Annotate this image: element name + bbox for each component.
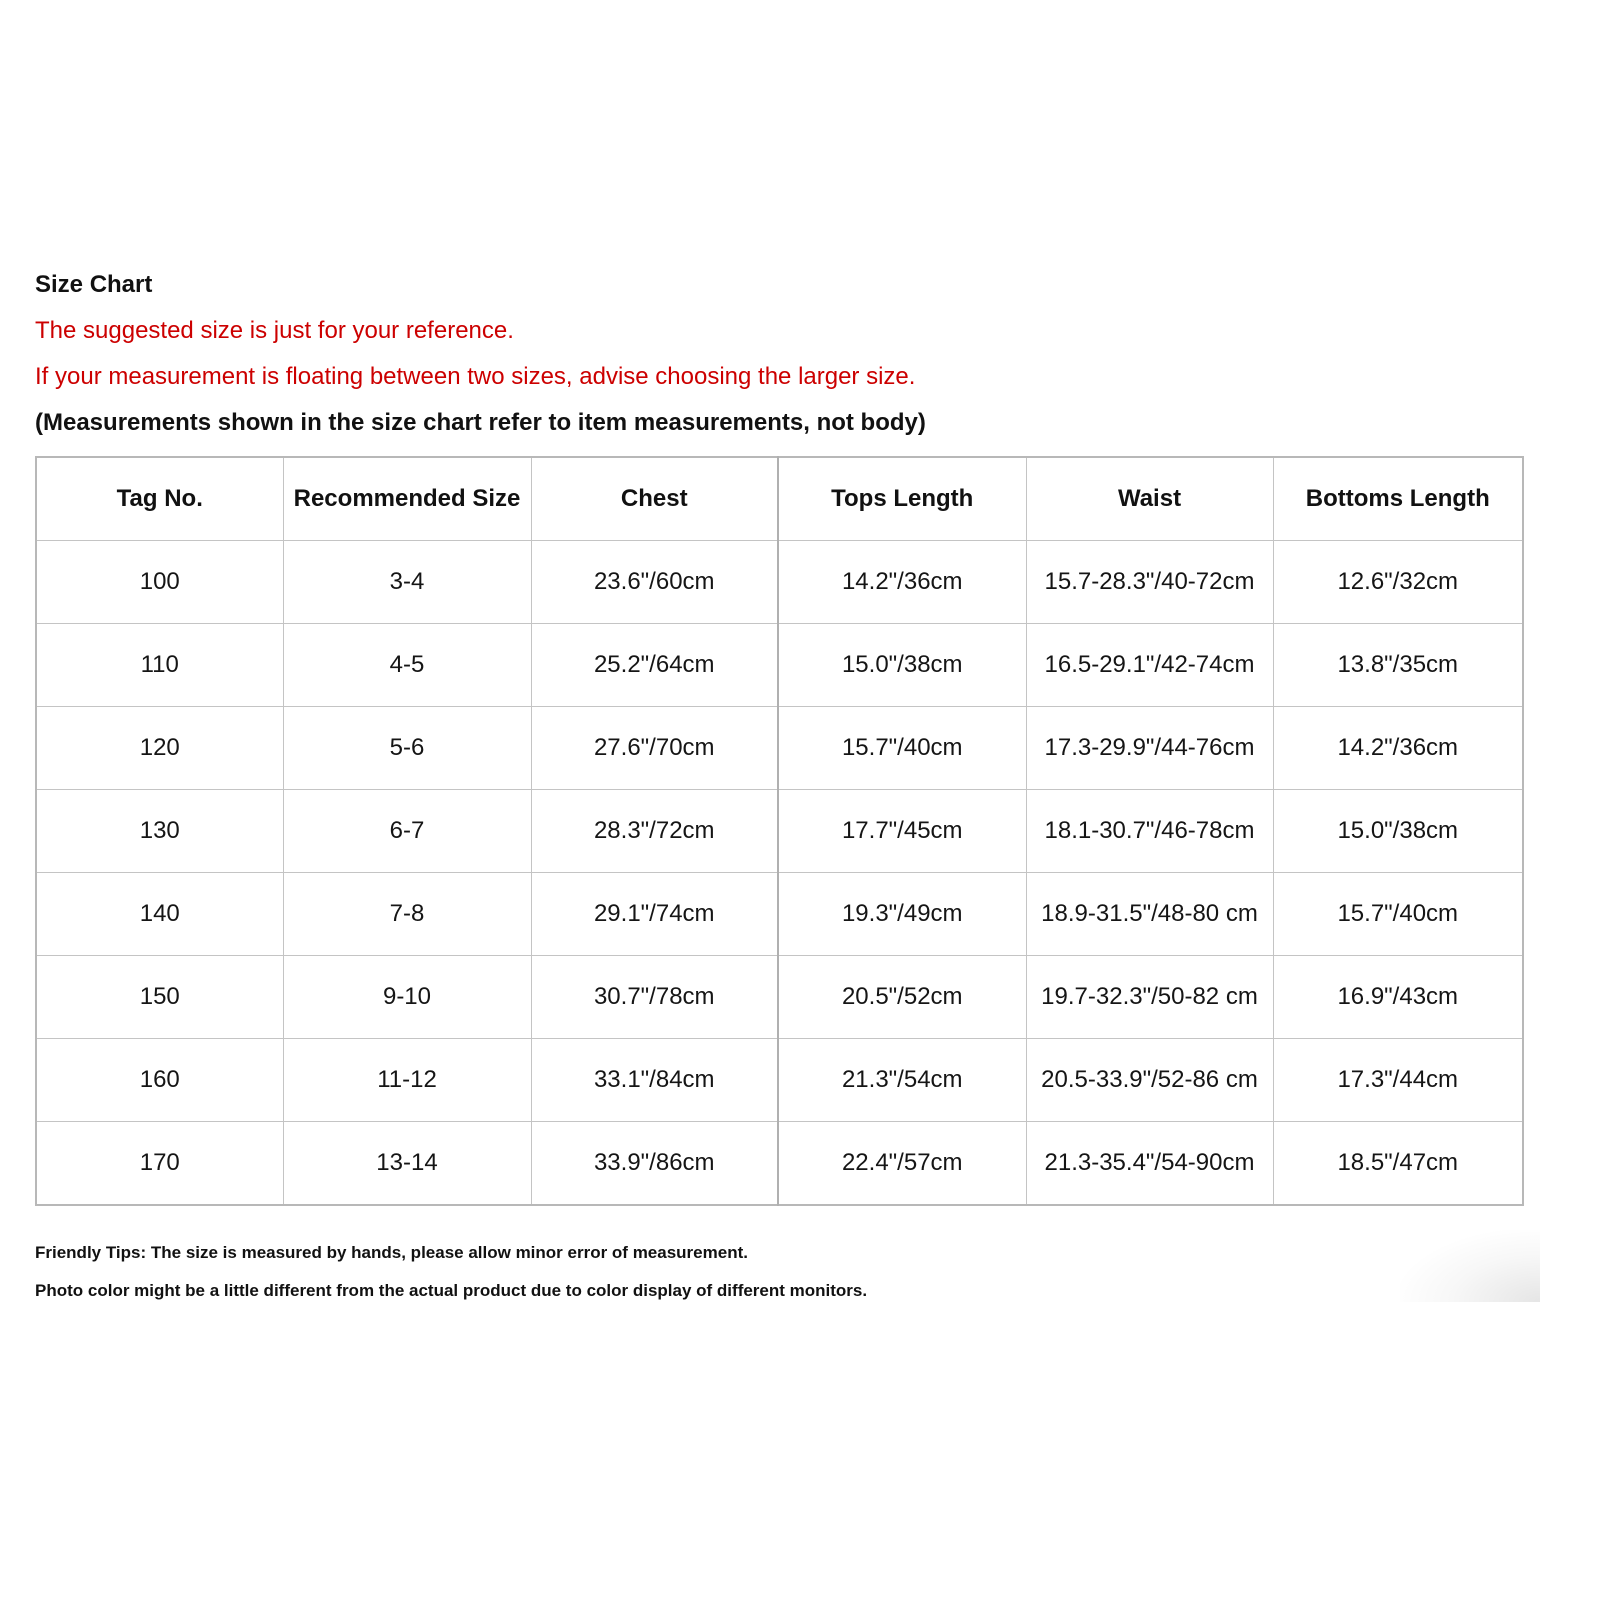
cell-tops-length: 15.0"/38cm <box>778 624 1026 707</box>
cell-bottoms-length: 13.8"/35cm <box>1273 624 1523 707</box>
cell-tag-no: 140 <box>36 873 283 956</box>
table-row <box>36 707 1523 790</box>
header-tops-length: Tops Length <box>778 457 1026 541</box>
cell-chest: 25.2"/64cm <box>531 624 778 707</box>
cell-tops-length: 15.7"/40cm <box>778 707 1026 790</box>
cell-tag-no: 100 <box>36 541 283 624</box>
header-bottoms-length: Bottoms Length <box>1273 457 1523 541</box>
table-row <box>36 1039 1523 1122</box>
cell-bottoms-length: 16.9"/43cm <box>1273 956 1523 1039</box>
measurement-note: (Measurements shown in the size chart refer to item measurements, not body) <box>35 409 926 436</box>
cell-bottoms-length: 17.3"/44cm <box>1273 1039 1523 1122</box>
cell-tag-no: 120 <box>36 707 283 790</box>
table-row <box>36 624 1523 707</box>
cell-waist: 15.7-28.3"/40-72cm <box>1026 541 1273 624</box>
cell-recommended-size: 6-7 <box>283 790 531 873</box>
table-header-row <box>36 457 1523 541</box>
size-table <box>35 456 1524 1206</box>
size-chart-title: Size Chart <box>35 271 153 298</box>
header-chest: Chest <box>531 457 778 541</box>
cell-tag-no: 150 <box>36 956 283 1039</box>
cell-tag-no: 170 <box>36 1122 283 1206</box>
cell-tops-length: 17.7"/45cm <box>778 790 1026 873</box>
tip-measurement: Friendly Tips: The size is measured by hands, please allow minor error of measurement. <box>35 1243 748 1262</box>
tip-photo-color: Photo color might be a little different from the actual product due to color display of different monitors. <box>35 1281 868 1300</box>
cell-recommended-size: 7-8 <box>283 873 531 956</box>
cell-tag-no: 110 <box>36 624 283 707</box>
table-row <box>36 873 1523 956</box>
cell-waist: 19.7-32.3"/50-82 cm <box>1026 956 1273 1039</box>
cell-recommended-size: 4-5 <box>283 624 531 707</box>
cell-chest: 33.1"/84cm <box>531 1039 778 1122</box>
cell-tag-no: 130 <box>36 790 283 873</box>
cell-tag-no: 160 <box>36 1039 283 1122</box>
header-waist: Waist <box>1026 457 1273 541</box>
cell-chest: 30.7"/78cm <box>531 956 778 1039</box>
cell-recommended-size: 5-6 <box>283 707 531 790</box>
cell-tops-length: 20.5"/52cm <box>778 956 1026 1039</box>
cell-waist: 18.9-31.5"/48-80 cm <box>1026 873 1273 956</box>
table-row <box>36 541 1523 624</box>
cell-waist: 18.1-30.7"/46-78cm <box>1026 790 1273 873</box>
cell-bottoms-length: 15.7"/40cm <box>1273 873 1523 956</box>
cell-chest: 33.9"/86cm <box>531 1122 778 1206</box>
table-row <box>36 1122 1523 1206</box>
cell-waist: 21.3-35.4"/54-90cm <box>1026 1122 1273 1206</box>
cell-tops-length: 19.3"/49cm <box>778 873 1026 956</box>
friendly-tips <box>35 1234 1535 1310</box>
cell-chest: 23.6"/60cm <box>531 541 778 624</box>
sizing-advice: If your measurement is floating between two sizes, advise choosing the larger size. <box>35 363 916 390</box>
cell-waist: 16.5-29.1"/42-74cm <box>1026 624 1273 707</box>
cell-recommended-size: 3-4 <box>283 541 531 624</box>
cell-waist: 20.5-33.9"/52-86 cm <box>1026 1039 1273 1122</box>
table-row <box>36 956 1523 1039</box>
cell-tops-length: 21.3"/54cm <box>778 1039 1026 1122</box>
cell-bottoms-length: 18.5"/47cm <box>1273 1122 1523 1206</box>
cell-recommended-size: 13-14 <box>283 1122 531 1206</box>
cell-chest: 28.3"/72cm <box>531 790 778 873</box>
header-recommended-size: Recommended Size <box>283 457 531 541</box>
cell-bottoms-length: 15.0"/38cm <box>1273 790 1523 873</box>
header-tag-no: Tag No. <box>36 457 283 541</box>
cell-chest: 27.6"/70cm <box>531 707 778 790</box>
cell-chest: 29.1"/74cm <box>531 873 778 956</box>
size-chart-intro <box>35 262 1535 446</box>
corner-shadow <box>1400 1230 1540 1302</box>
cell-recommended-size: 11-12 <box>283 1039 531 1122</box>
cell-tops-length: 22.4"/57cm <box>778 1122 1026 1206</box>
table-row <box>36 790 1523 873</box>
cell-recommended-size: 9-10 <box>283 956 531 1039</box>
reference-notice: The suggested size is just for your reference. <box>35 317 514 344</box>
cell-tops-length: 14.2"/36cm <box>778 541 1026 624</box>
cell-bottoms-length: 12.6"/32cm <box>1273 541 1523 624</box>
cell-bottoms-length: 14.2"/36cm <box>1273 707 1523 790</box>
cell-waist: 17.3-29.9"/44-76cm <box>1026 707 1273 790</box>
